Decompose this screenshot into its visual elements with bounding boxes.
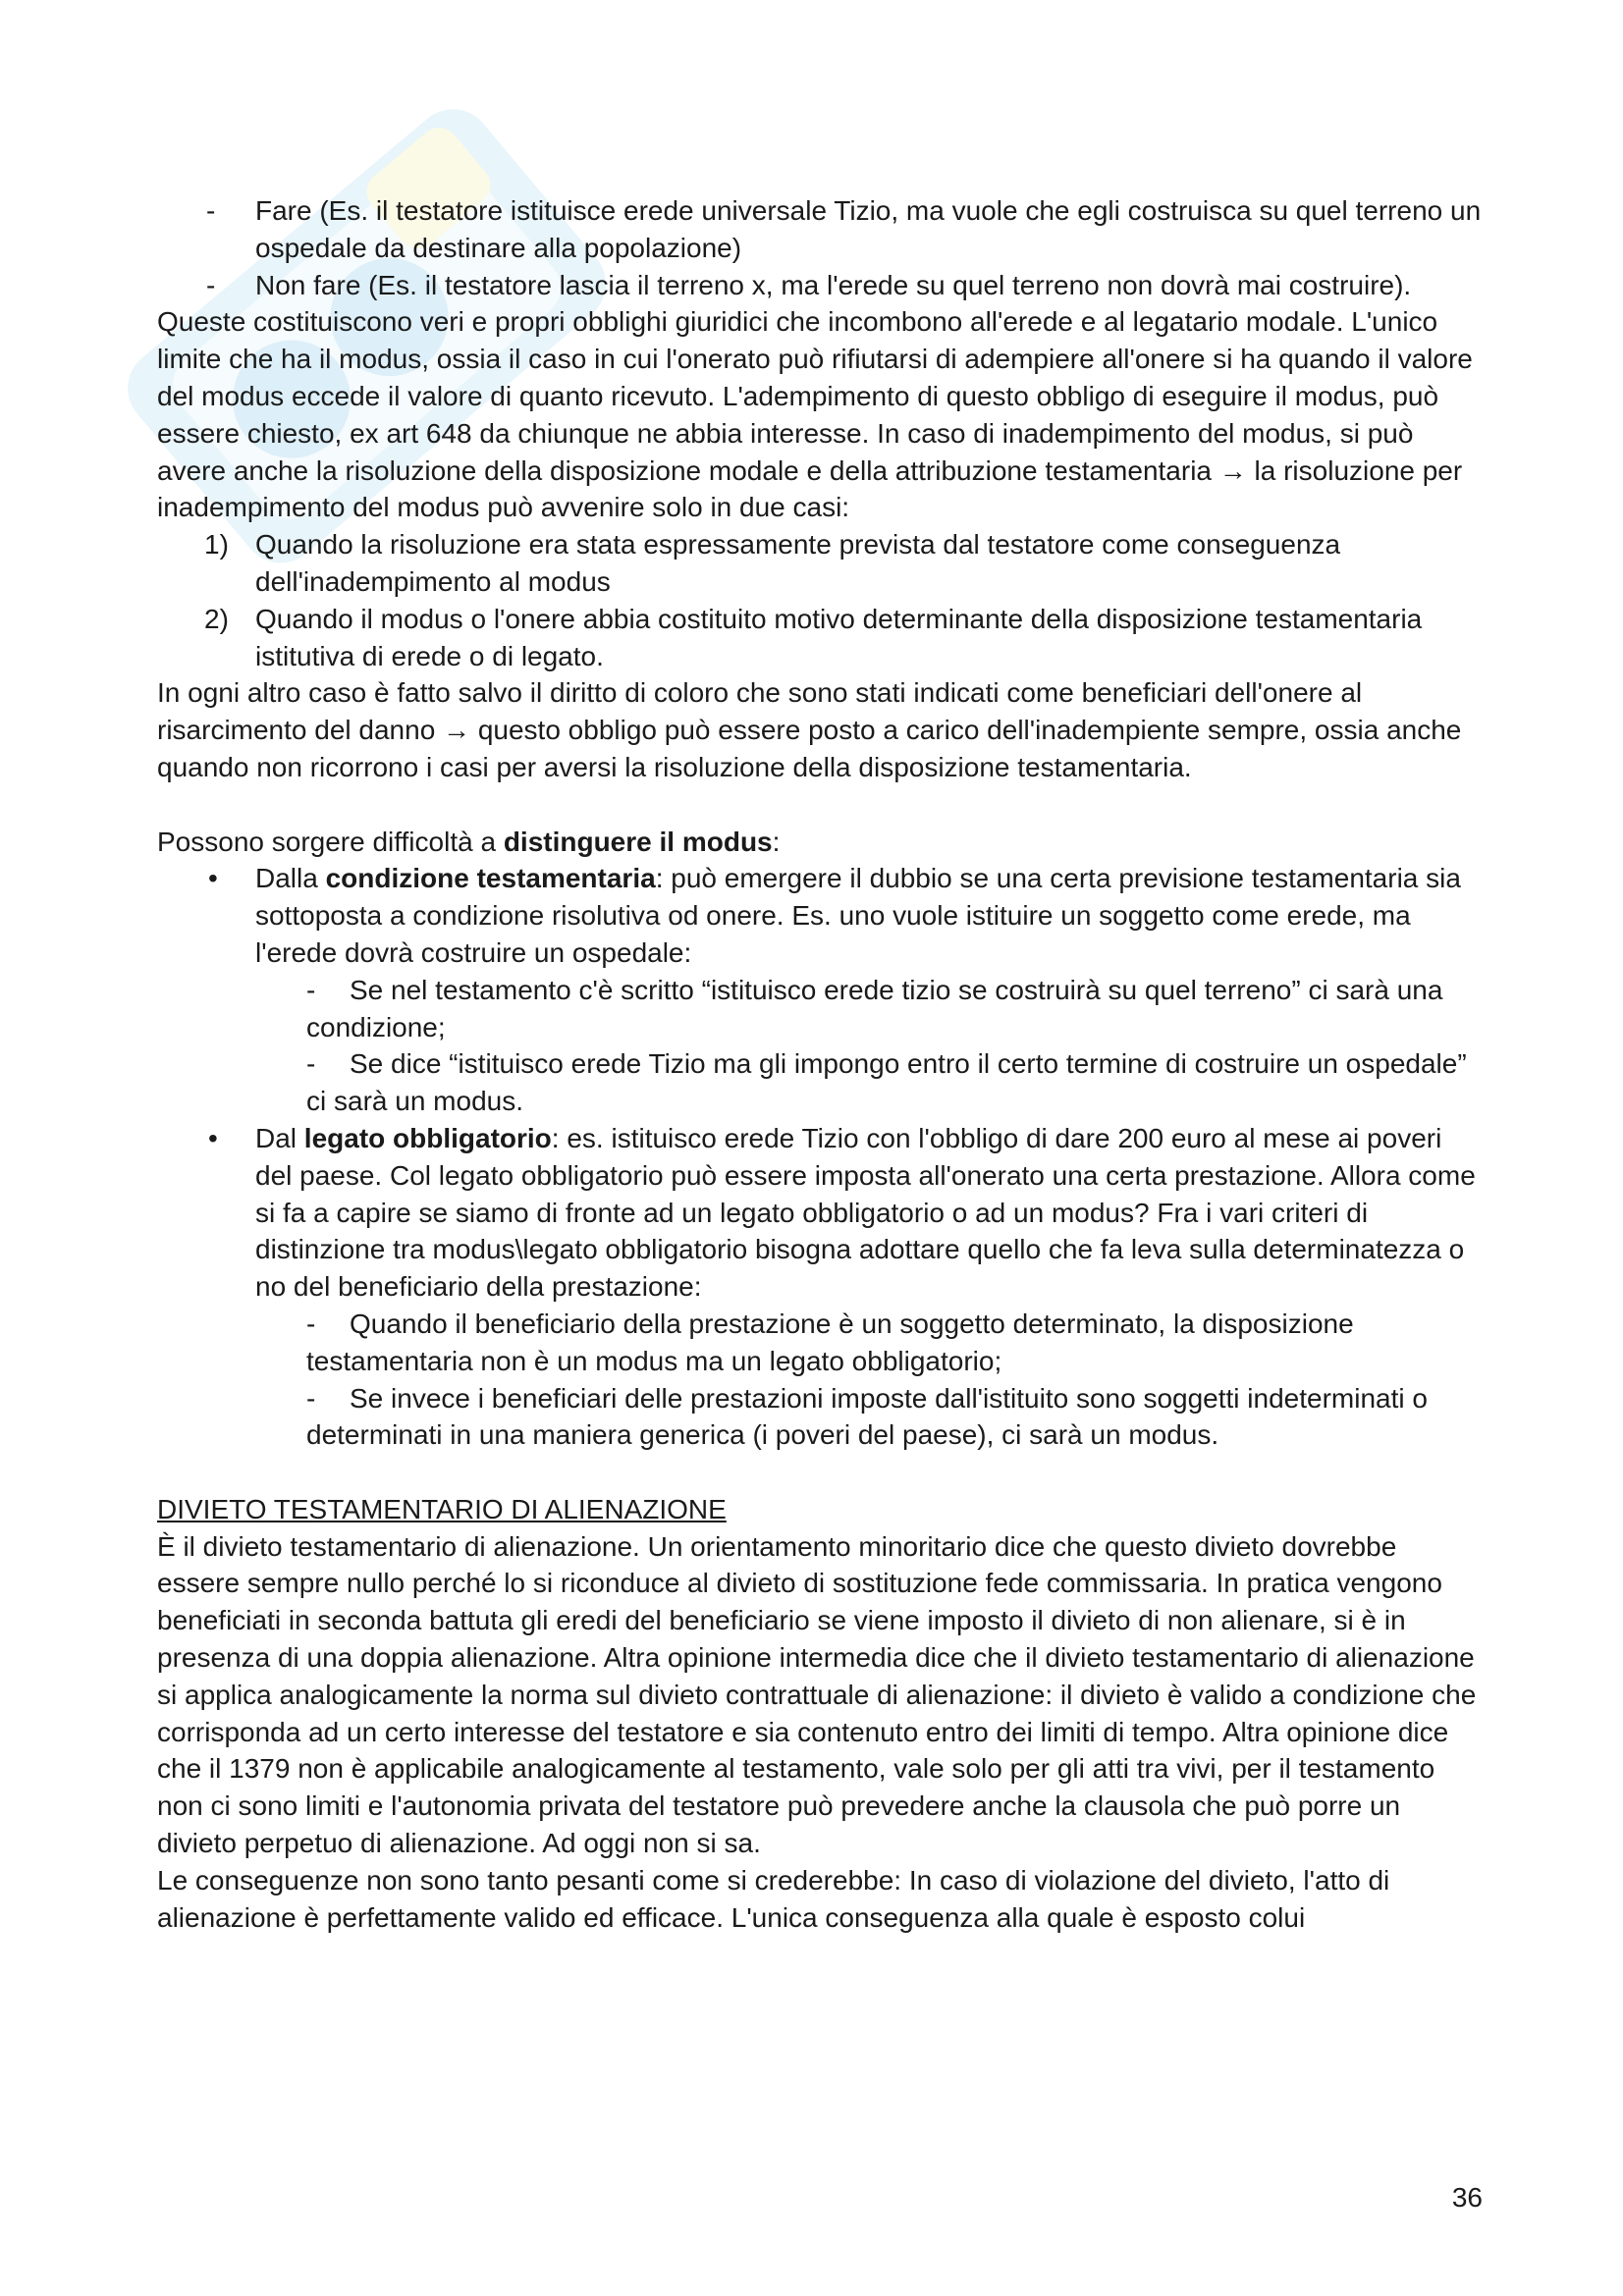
bold-term: legato obbligatorio: [303, 1122, 552, 1153]
sub-item-text: Se invece i beneficiari delle prestazioni imposte dall'istituito sono soggetti indeterminati o determinati in una maniera generica (i poveri del paese), ci sarà un modus.: [306, 1382, 1428, 1451]
numbered-item: [157, 601, 1485, 675]
text-run: Dalla: [255, 863, 326, 894]
text-run: :: [772, 826, 781, 857]
paragraph-risarcimento: In ogni altro caso è fatto salvo il diritto di coloro che sono stati indicati come beneficiari dell'onere al risarcimento del danno → questo obbligo può essere posto a carico dell'inadempiente sempre, ossia anche quando non ricorrono i casi per aversi la risoluzione della disposizione testamentaria.: [157, 677, 1462, 782]
list-marker: -: [306, 1048, 316, 1080]
sub-item-text: Quando il beneficiario della prestazione è un soggetto determinato, la disposizione testamentaria non è un modus ma un legato obbligatorio;: [306, 1308, 1354, 1376]
sub-item-text: Se dice “istituisco erede Tizio ma gli impongo entro il certo termine di costruire un ospedale” ci sarà un modus.: [306, 1048, 1467, 1117]
sub-item-text: Se nel testamento c'è scritto “istituisco erede tizio se costruirà su quel terreno” ci sarà una condizione;: [306, 974, 1443, 1042]
bold-term: condizione testamentaria: [325, 863, 656, 894]
text-run: : può emergere il dubbio se una certa previsione testamentaria sia sottoposta a condizione risolutiva od onere. Es. uno vuole istituire un soggetto come erede, ma l'erede dovrà costruire un ospedale:: [255, 863, 1461, 968]
text-run: Possono sorgere difficoltà a: [157, 826, 504, 857]
list-marker: -: [206, 195, 216, 226]
numbered-item: [157, 526, 1485, 601]
section-heading: DIVIETO TESTAMENTARIO DI ALIENAZIONE: [157, 1493, 727, 1524]
bullet-item: [157, 860, 1485, 971]
page-number: 36: [1451, 2182, 1483, 2213]
text-run: Dal: [255, 1122, 304, 1153]
sub-list-item: [157, 1306, 1485, 1380]
paragraph-conseguenze: Le conseguenze non sono tanto pesanti come si crederebbe: In caso di violazione del divieto, l'atto di alienazione è perfettamente valido ed efficace. L'unica conseguenza alla quale è esposto colui: [157, 1864, 1390, 1933]
paragraph-divieto: È il divieto testamentario di alienazione. Un orientamento minoritario dice che questo divieto dovrebbe essere sempre nullo perché lo si riconduce al divieto di sostituzione fede commissaria. In pratica vengono beneficiati in seconda battuta gli eredi del beneficiario se viene imposto il divieto di non alienare, si è in presenza di una doppia alienazione. Altra opinione intermedia dice che il divieto testamentario di alienazione si applica analogicamente la norma sul divieto contrattuale di alienazione: il divieto è valido a condizione che corrisponda ad un certo interesse del testatore e sia contenuto entro dei limiti di tempo. Altra opinione dice che il 1379 non è applicabile analogicamente al testamento, vale solo per gli atti tra vivi, per il testamento non ci sono limiti e l'autonomia privata del testatore può prevedere anche la clausola che può porre un divieto perpetuo di alienazione. Ad oggi non si sa.: [157, 1530, 1477, 1859]
sub-list-item: [157, 972, 1485, 1046]
paragraph-difficolta: [157, 824, 1485, 861]
number-marker: 1): [204, 529, 229, 561]
text-run: : es. istituisco erede Tizio con l'obbligo di dare 200 euro al mese ai poveri del paese. Col legato obbligatorio può essere imposta all'onerato una certa prestazione. Allora come si fa a capire se siamo di fronte ad un legato obbligatorio o ad un modus? Fra i vari criteri di distinzione tra modus\legato obbligatorio bisogna adottare quello che fa leva sulla determinatezza o no del beneficiario della prestazione:: [255, 1122, 1476, 1303]
bullet-item: [157, 1120, 1485, 1306]
list-item-text: Fare (Es. il testatore istituisce erede universale Tizio, ma vuole che egli costruisca su quel terreno un ospedale da destinare alla popolazione): [255, 195, 1482, 263]
paragraph-obblighi: Queste costituiscono veri e propri obblighi giuridici che incombono all'erede e al legatario modale. L'unico limite che ha il modus, ossia il caso in cui l'onerato può rifiutarsi di adempiere all'onere si ha quando il valore del modus eccede il valore di quanto ricevuto. L'adempimento di questo obbligo di eseguire il modus, può essere chiesto, ex art 648 da chiunque ne abbia interesse. In caso di inadempimento del modus, si può avere anche la risoluzione della disposizione modale e della attribuzione testamentaria → la risoluzione per inadempimento del modus può avvenire solo in due casi:: [157, 306, 1473, 523]
bullet-icon: •: [208, 1122, 218, 1153]
list-marker: -: [306, 1308, 316, 1339]
number-marker: 2): [204, 603, 229, 634]
numbered-item-text: Quando la risoluzione era stata espressamente prevista dal testatore come conseguenza dell'inadempimento al modus: [255, 529, 1341, 597]
list-marker: -: [306, 1382, 316, 1414]
list-item-text: Non fare (Es. il testatore lascia il terreno x, ma l'erede su quel terreno non dovrà mai costruire).: [255, 269, 1412, 300]
numbered-item-text: Quando il modus o l'onere abbia costituito motivo determinante della disposizione testamentaria istitutiva di erede o di legato.: [255, 603, 1423, 671]
sub-list-item: [157, 1380, 1485, 1455]
sub-list-item: [157, 1045, 1485, 1120]
list-marker: -: [306, 974, 316, 1005]
list-item: [157, 267, 1485, 304]
list-item: [157, 192, 1485, 267]
document-page: [157, 192, 1485, 1936]
list-marker: -: [206, 269, 216, 300]
bold-term: distinguere il modus: [503, 826, 773, 857]
bullet-icon: •: [208, 863, 218, 894]
